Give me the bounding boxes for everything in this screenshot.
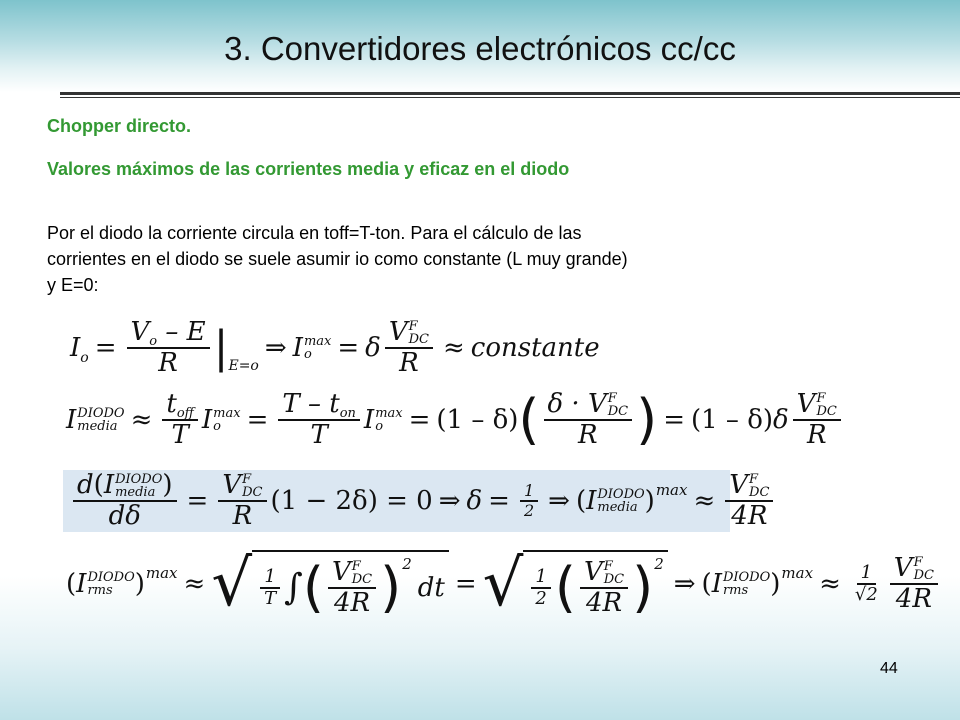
- paragraph-line-2: corrientes en el diodo se suele asumir io como constante (L muy grande): [47, 249, 628, 269]
- section-subheading: Valores máximos de las corrientes media y eficaz en el diodo: [47, 159, 570, 179]
- paragraph-line-1: Por el diodo la corriente circula en toff=T-ton. Para el cálculo de las: [47, 223, 582, 243]
- sqrt-rms-integral: √ $\frac{1}{T}$ ∫ ( V F DC 4R ) 2 dt: [211, 550, 449, 617]
- title-divider-thick: [60, 92, 960, 95]
- paragraph-line-3: y E=0:: [47, 275, 99, 295]
- body-paragraph: [47, 220, 847, 298]
- equation-1: I o = $\frac{Vo - E}{R}$ | E=o ⇒ I max o = δ V F DC R ≈ constante: [70, 317, 600, 378]
- equation-4: ( I DIODO rms ) max ≈ √ $\frac{1}{T}$ ∫ ( V F DC 4R ) 2 dt = √ $\frac{1}{2}$ ( V F DC 4R ) 2 ⇒ ( I DIODO rms ) max ≈ $\frac{1}{√2}$ V F DC 4R: [66, 550, 942, 617]
- equation-2: I DIODO media ≈ $\frac{\text{toff}}{T}$ I max o = $\frac{\text{T – ton}}{T}$ I max o = (1 – δ) ( δ · V F DC R ) = (1 – δ) δ V F DC R: [66, 390, 845, 449]
- page-number: 44: [880, 660, 898, 677]
- title-divider-thin: [60, 97, 960, 98]
- section-heading: Chopper directo.: [47, 116, 192, 136]
- sqrt-simplified: √ $\frac{1}{2}$ ( V F DC 4R ) 2: [483, 550, 668, 617]
- equation-3: d(I DIODO media ) dδ = V F DC R (1 − 2δ) = 0 ⇒ δ = $\frac{1}{2}$ ⇒ ( I DIODO media ) max ≈ V F DC 4R: [63, 470, 730, 532]
- slide-title: 3. Convertidores electrónicos cc/cc: [224, 30, 736, 67]
